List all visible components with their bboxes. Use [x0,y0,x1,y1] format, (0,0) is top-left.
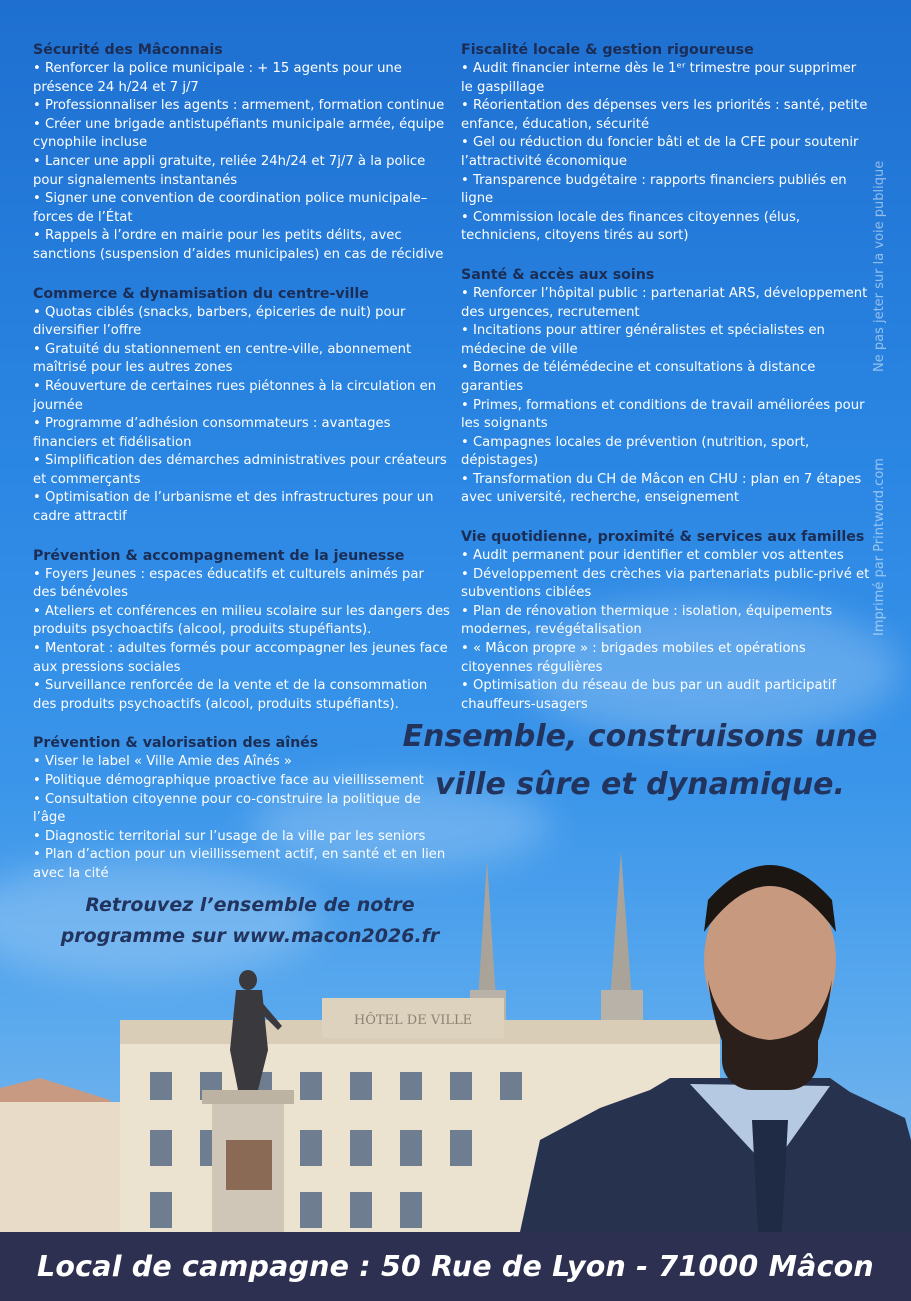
statue [202,970,294,1232]
slogan-line: ville sûre et dynamique. [435,767,845,802]
building-sign: HÔTEL DE VILLE [353,1013,473,1028]
list-item: • Plan d’action pour un vieillissement actif, en santé et en lien avec la cité [33,847,446,881]
program-website-line: programme sur www.macon2026.fr [60,925,440,947]
section-title: Fiscalité locale & gestion rigoureuse [461,42,754,58]
list-item: • Lancer une appli gratuite, reliée 24h/24 et 7j/7 à la police pour signalements instantanés [33,153,426,188]
section-title: Prévention & valorisation des aînés [33,735,319,752]
left-building [0,1102,140,1232]
campaign-address: Local de campagne : 50 Rue de Lyon - 71000 Mâcon [37,1250,874,1283]
list-item: • Surveillance renforcée de la vente et de la consommation des produits psychoactifs (alcool, produits stupéfiants). [33,678,428,712]
list-item: • Primes, formations et conditions de travail améliorées pour les soignants [461,397,865,432]
list-item: • Programme d’adhésion consommateurs : avantages financiers et fidélisation [33,416,391,450]
left-column [33,40,451,903]
list-item: • Diagnostic territorial sur l’usage de la ville par les seniors [33,828,426,844]
footer-bar [0,1232,911,1301]
section-jeunesse [33,546,451,715]
list-item: • « Mâcon propre » : brigades mobiles et opérations citoyennes régulières [461,641,806,675]
section-commerce [33,284,451,527]
list-item: • Viser le label « Ville Amie des Aînés » [33,754,292,770]
list-item: • Audit permanent pour identifier et combler vos attentes [461,548,844,564]
list-item: • Incitations pour attirer généralistes et spécialistes en médecine de ville [461,323,825,357]
list-item: • Mentorat : adultes formés pour accompagner les jeunes face aux pressions sociales [33,641,448,675]
side-note-litter: Ne pas jeter sur la voie publique [872,160,887,372]
slogan [400,713,880,809]
section-title: Prévention & accompagnement de la jeunesse [33,547,405,564]
list-item: • Gratuité du stationnement en centre-ville, abonnement maîtrisé pour les autres zones [33,341,412,376]
list-item: • Campagnes locales de prévention (nutrition, sport, dépistages) [461,434,810,469]
section-sante [461,265,871,508]
section-fiscalite [461,40,871,246]
list-item: • Plan de rénovation thermique : isolation, équipements modernes, revégétalisation [461,603,833,638]
program-line: Retrouvez l’ensemble de notre [85,894,415,916]
section-title: Sécurité des Mâconnais [33,42,223,58]
section-title: Santé & accès aux soins [461,266,655,283]
list-item: • Gel ou réduction du foncier bâti et de la CFE pour soutenir l’attractivité économique [461,135,859,169]
list-item: • Rappels à l’ordre en mairie pour les petits délits, avec sanctions (suspension d’aides municipales) en cas de récidive [33,228,444,262]
list-item: • Consultation citoyenne pour co-construire la politique de l’âge [33,791,421,826]
list-item: • Commission locale des finances citoyennes (élus, techniciens, citoyens tirés au sort) [461,209,801,244]
list-item: • Réouverture de certaines rues piétonnes à la circulation en journée [33,378,437,413]
list-item: • Développement des crèches via partenariats public-privé et subventions ciblées [461,566,870,601]
list-item: • Renforcer la police municipale : + 15 agents pour une présence 24 h/24 et 7 j/7 [33,61,402,95]
town-hall-scene [0,840,911,1232]
section-securite [33,40,451,265]
section-vie-quotidienne [461,527,871,714]
list-item: • Signer une convention de coordination police municipale–forces de l’État [33,191,428,225]
church-spire-right [601,852,643,1040]
list-item: • Transparence budgétaire : rapports financiers publiés en ligne [461,172,847,207]
list-item: • Créer une brigade antistupéfiants municipale armée, équipe cynophile incluse [33,116,445,151]
list-item: • Audit financier interne dès le 1ᵉʳ trimestre pour supprimer le gaspillage [461,61,857,95]
side-note-printer: Imprimé par Printword.com [872,458,887,636]
list-item: • Quotas ciblés (snacks, barbers, épiceries de nuit) pour diversifier l’offre [33,304,406,339]
list-item: • Professionnaliser les agents : armement, formation continue [33,98,445,114]
list-item: • Transformation du CH de Mâcon en CHU : plan en 7 étapes avec université, recherche, enseignement [461,471,862,506]
list-item: • Simplification des démarches administratives pour créateurs et commerçants [33,453,447,487]
list-item: • Optimisation du réseau de bus par un audit participatif chauffeurs-usagers [461,678,837,712]
list-item: • Optimisation de l’urbanisme et des infrastructures pour un cadre attractif [33,490,434,525]
list-item: • Foyers Jeunes : espaces éducatifs et culturels animés par des bénévoles [33,566,424,601]
list-item: • Bornes de télémédecine et consultations à distance garanties [461,360,816,394]
right-column [461,40,871,733]
list-item: • Réorientation des dépenses vers les priorités : santé, petite enfance, éducation, sécurité [461,98,868,132]
list-item: • Renforcer l’hôpital public : partenariat ARS, développement des urgences, recrutement [461,285,868,320]
list-item: • Politique démographique proactive face au vieillissement [33,773,424,788]
section-title: Commerce & dynamisation du centre-ville [33,285,369,302]
section-title: Vie quotidienne, proximité & services aux familles [461,529,865,546]
slogan-line: Ensemble, construisons une [402,719,878,754]
list-item: • Ateliers et conférences en milieu scolaire sur les dangers des produits psychoactifs (alcool, produits stupéfiants). [33,603,450,638]
